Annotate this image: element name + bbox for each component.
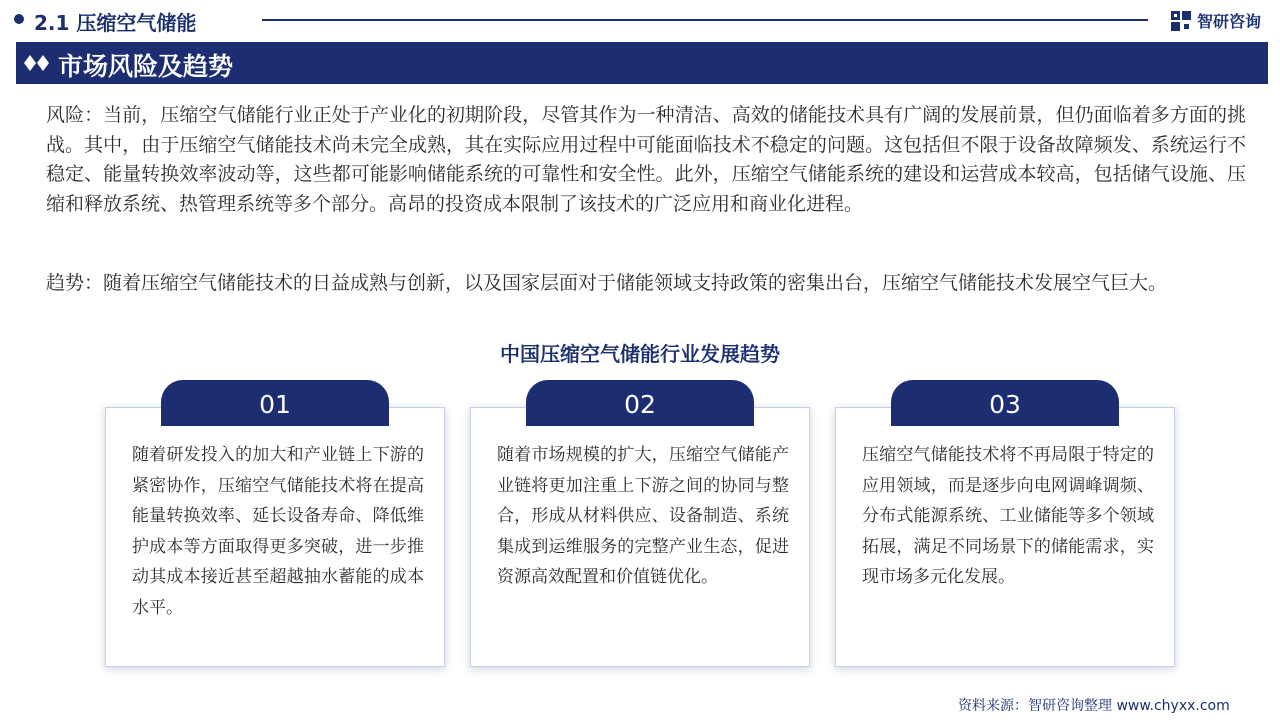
page-header (0, 0, 1280, 40)
banner-title: 市场风险及趋势 (58, 52, 234, 81)
bullet-dot-icon (14, 14, 24, 24)
section-title: 2.1 压缩空气储能 (34, 11, 197, 35)
trend-card-text: 压缩空气储能技术将不再局限于特定的应用领域，而是逐步向电网调峰调频、分布式能源系统、工业储能等多个领域拓展，满足不同场景下的储能需求，实现市场多元化发展。 (862, 445, 1154, 587)
trend-paragraph: 趋势：随着压缩空气储能技术的日益成熟与创新，以及国家层面对于储能领域支持政策的密集出台，压缩空气储能技术发展空气巨大。 (46, 272, 1168, 294)
trend-card-number-tab: 01 (161, 380, 389, 426)
brand-name: 智研咨询 (1197, 12, 1262, 31)
trend-card-3 (835, 407, 1175, 667)
trend-card-number-tab: 02 (526, 380, 754, 426)
trend-card-1 (105, 407, 445, 667)
header-divider (262, 19, 1148, 21)
double-diamond-icon (24, 55, 50, 71)
brand (1170, 9, 1261, 32)
risk-paragraph: 风险：当前，压缩空气储能行业正处于产业化的初期阶段，尽管其作为一种清洁、高效的储能技术具有广阔的发展前景，但仍面临着多方面的挑战。其中，由于压缩空气储能技术尚未完全成熟，其在实际应用过程中可能面临技术不稳定的问题。这包括但不限于设备故障频发、系统运行不稳定、能量转换效率波动等，这些都可能影响储能系统的可靠性和安全性。此外，压缩空气储能系统的建设和运营成本较高，包括储气设施、压缩和释放系统、热管理系统等多个部分。高昂的投资成本限制了该技术的广泛应用和商业化进程。 (46, 104, 1246, 215)
source-note: 资料来源：智研咨询整理 www.chyxx.com (958, 698, 1230, 714)
trend-card-text: 随着市场规模的扩大，压缩空气储能产业链将更加注重上下游之间的协同与整合，形成从材料供应、设备制造、系统集成到运维服务的完整产业生态，促进资源高效配置和价值链优化。 (497, 445, 789, 587)
trend-card-text: 随着研发投入的加大和产业链上下游的紧密协作，压缩空气储能技术将在提高能量转换效率、延长设备寿命、降低维护成本等方面取得更多突破，进一步推动其成本接近甚至超越抽水蓄能的成本水平。 (132, 445, 424, 618)
trend-card-number-tab: 03 (891, 380, 1119, 426)
trend-card-2 (470, 407, 810, 667)
panel-title: 中国压缩空气储能行业发展趋势 (500, 342, 780, 366)
brand-logo-icon (1170, 10, 1192, 32)
title-banner (16, 42, 1268, 84)
